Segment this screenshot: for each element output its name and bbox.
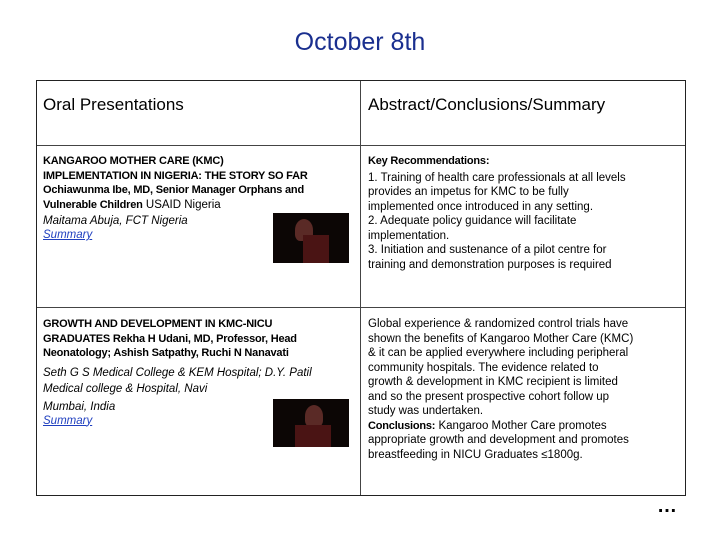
row2-summary-link[interactable]: Summary: [43, 414, 93, 427]
row1-summary-line: implementation.: [368, 229, 450, 242]
row2-location-line: Mumbai, India: [43, 400, 116, 413]
row1-title-line-last: [43, 198, 355, 213]
row2-summary-line: and so the present prospective cohort follow up: [368, 390, 610, 403]
speaker-figure: [305, 405, 323, 427]
row2-title-line: Neonatology; Ashish Satpathy, Ruchi N Nanavati: [43, 347, 289, 359]
row2-title-line: GRADUATES Rekha H Udani, MD, Professor, Head: [43, 332, 297, 345]
header-divider: [37, 145, 685, 146]
row2-summary-line: Global experience & randomized control trials have: [368, 318, 629, 330]
column-divider: [360, 81, 361, 495]
row1-summary-line: 1. Training of health care professionals at all levels: [368, 171, 626, 184]
row2-summary-line: growth & development in KMC recipient is limited: [368, 376, 618, 388]
row2-conclusion-line: appropriate growth and development and promotes: [368, 434, 629, 446]
row1-title-last-bold: Vulnerable Children: [43, 198, 143, 211]
row2-title-line: GROWTH AND DEVELOPMENT IN KMC-NICU: [43, 318, 273, 330]
row1-summary-line: provides an impetus for KMC to be fully: [368, 186, 569, 198]
row1-summary-link[interactable]: Summary: [43, 229, 93, 241]
row2-summary: [368, 317, 680, 462]
row-divider: [37, 307, 685, 308]
row1-summary-line: 2. Adequate policy guidance will facilitate: [368, 215, 577, 227]
row1-summary-line: implemented once introduced in any setting.: [368, 200, 594, 213]
row2-location-line: Medical college & Hospital, Navi: [43, 382, 208, 395]
row1-title-last-normal: USAID Nigeria: [142, 198, 221, 211]
row2-summary-line: & it can be applied everywhere including peripheral: [368, 347, 629, 359]
row1-location: Maitama Abuja, FCT Nigeria: [43, 215, 188, 227]
podium: [303, 235, 329, 263]
row1-title-line: Ochiawunma Ibe, MD, Senior Manager Orphans and: [43, 184, 304, 196]
row1-title-line: KANGAROO MOTHER CARE (KMC): [43, 155, 224, 167]
more-indicator: …: [657, 495, 680, 517]
row2-conclusion-line: breastfeeding in NICU Graduates ≤1800g.: [368, 448, 583, 461]
row2-conclusion-text: Kangaroo Mother Care promotes: [435, 419, 607, 432]
row1-summary-heading: Key Recommendations:: [368, 155, 490, 167]
header-oral-presentations: Oral Presentations: [43, 95, 184, 114]
row1-title-line: IMPLEMENTATION IN NIGERIA: THE STORY SO FAR: [43, 169, 308, 182]
row2-speaker-photo: [273, 399, 349, 447]
presentations-table: [36, 80, 686, 496]
row2-conclusion-label: Conclusions:: [368, 419, 436, 432]
row1-summary-line: training and demonstration purposes is required: [368, 258, 612, 271]
row2-summary-line: community hospitals. The evidence related to: [368, 361, 599, 374]
row1-summary: [368, 154, 680, 272]
row2-summary-line: study was undertaken.: [368, 405, 484, 417]
page-title: October 8th: [294, 28, 426, 56]
podium: [295, 425, 331, 447]
row2-conclusion-line: [368, 419, 680, 434]
header-abstract-summary: Abstract/Conclusions/Summary: [368, 95, 606, 114]
row2-location-line: Seth G S Medical College & KEM Hospital; D.Y. Patil: [43, 366, 312, 379]
row1-speaker-photo: [273, 213, 349, 263]
row1-summary-line: 3. Initiation and sustenance of a pilot centre for: [368, 244, 607, 256]
row2-summary-line: shown the benefits of Kangaroo Mother Care (KMC): [368, 332, 634, 345]
